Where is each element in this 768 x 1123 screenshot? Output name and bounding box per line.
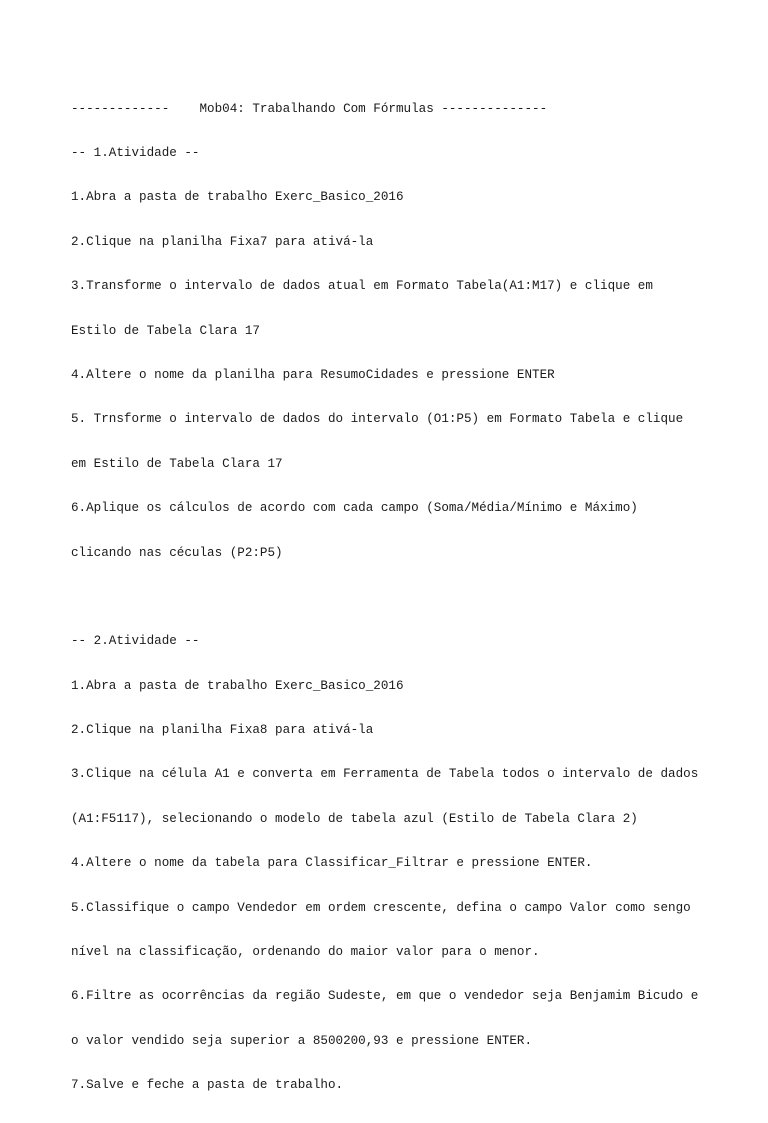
activity-2-title: -- 2.Atividade -- (71, 634, 200, 649)
activity-1-line: clicando nas céculas (P2:P5) (71, 545, 283, 560)
activity-2-line: 6.Filtre as ocorrências da região Sudeste, em que o vendedor seja Benjamim Bicudo e (71, 989, 699, 1004)
activity-2-line: (A1:F5117), selecionando o modelo de tabela azul (Estilo de Tabela Clara 2) (71, 811, 638, 826)
activity-1-line: em Estilo de Tabela Clara 17 (71, 456, 283, 471)
activity-1-title: -- 1.Atividade -- (71, 145, 200, 160)
document-text (71, 72, 731, 1123)
activity-2-line: nível na classificação, ordenando do maior valor para o menor. (71, 945, 540, 960)
activity-2-line: 7.Salve e feche a pasta de trabalho. (71, 1078, 344, 1093)
activity-2-line: 2.Clique na planilha Fixa8 para ativá-la (71, 723, 374, 738)
activity-2-line: 5.Classifique o campo Vendedor em ordem crescente, defina o campo Valor como sengo (71, 900, 691, 915)
activity-1-line: 1.Abra a pasta de trabalho Exerc_Basico_2016 (71, 190, 404, 205)
activity-2-line: 4.Altere o nome da tabela para Classificar_Filtrar e pressione ENTER. (71, 856, 593, 871)
activity-1-line: 6.Aplique os cálculos de acordo com cada campo (Soma/Média/Mínimo e Máximo) (71, 501, 638, 516)
activity-1-line: 5. Trnsforme o intervalo de dados do intervalo (O1:P5) em Formato Tabela e clique (71, 412, 684, 427)
activity-2-line: 1.Abra a pasta de trabalho Exerc_Basico_2016 (71, 678, 404, 693)
section-spacer (71, 590, 731, 605)
activity-1-line: 4.Altere o nome da planilha para ResumoCidades e pressione ENTER (71, 367, 555, 382)
activity-1-line: 3.Transforme o intervalo de dados atual em Formato Tabela(A1:M17) e clique em (71, 279, 653, 294)
document-header: ------------- Mob04: Trabalhando Com Fórmulas -------------- (71, 101, 548, 116)
activity-2-line: o valor vendido seja superior a 8500200,93 e pressione ENTER. (71, 1033, 533, 1048)
activity-2-line: 3.Clique na célula A1 e converta em Ferramenta de Tabela todos o intervalo de dados (71, 767, 699, 782)
activity-1-line: Estilo de Tabela Clara 17 (71, 323, 260, 338)
activity-1-line: 2.Clique na planilha Fixa7 para ativá-la (71, 234, 374, 249)
